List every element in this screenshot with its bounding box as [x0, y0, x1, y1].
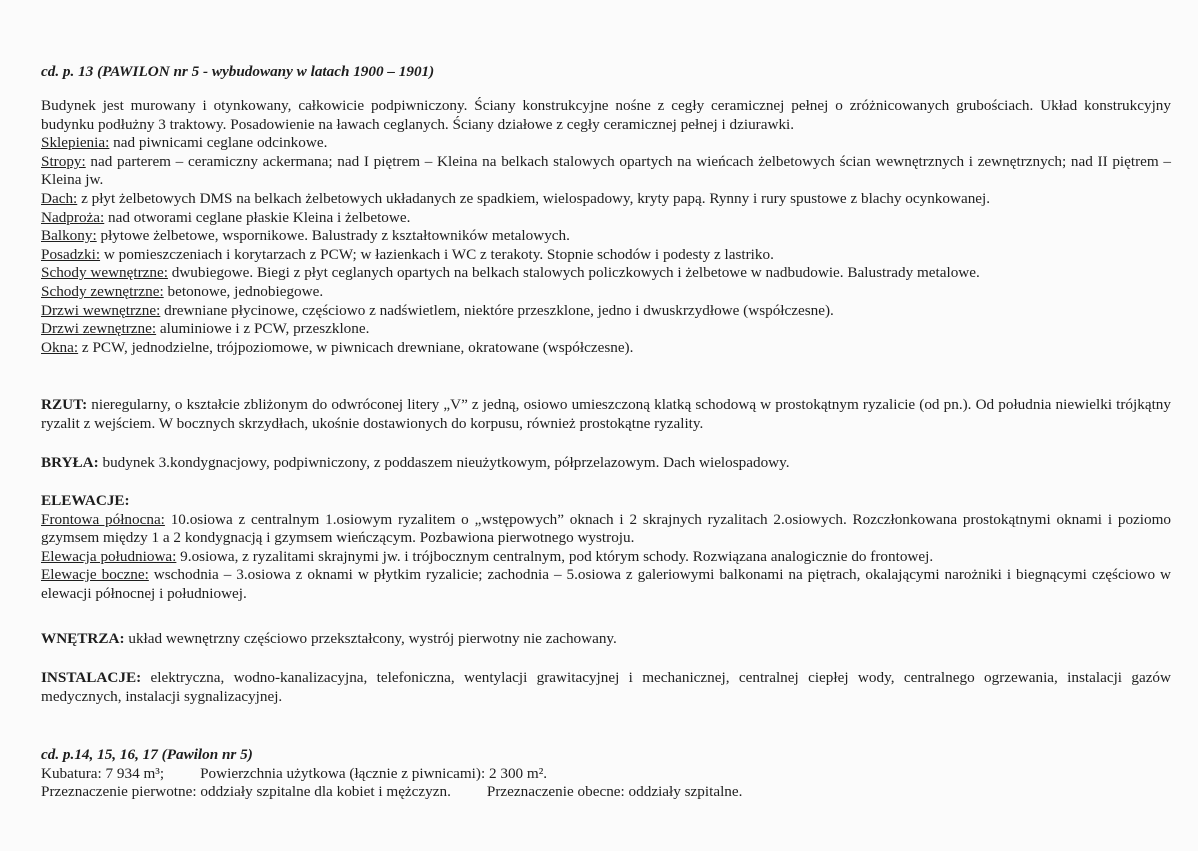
intro-paragraph: Budynek jest murowany i otynkowany, całkowicie podpiwniczony. Ściany konstrukcyjne nośne z cegły ceramicznej pełnej o zróżnicowanych grubościach. Układ konstrukcyjny budynku podłużny 3 traktowy. Posadowienie na ławach ceglanych. Ściany działowe z cegły ceramicznej pełnej i dziurawki. — [41, 97, 1171, 133]
construction-item — [41, 302, 1171, 321]
construction-item-label: Sklepienia: — [41, 134, 110, 152]
construction-item-text: nad otworami ceglane płaskie Kleina i żelbetowe. — [104, 208, 411, 226]
elewacja-item-label: Frontowa północna: — [41, 510, 165, 528]
section2-heading: cd. p.14, 15, 16, 17 (Pawilon nr 5) — [41, 746, 253, 763]
construction-item — [41, 190, 1171, 209]
construction-item — [41, 283, 1171, 302]
rzut-text: nieregularny, o kształcie zbliżonym do odwróconej litery „V” z jedną, osiowo umieszczoną klatką schodową w prostokątnym ryzalicie (od pn.). Od południa niewielki trójkątny ryzalit z wejściem. W bocznych skrzydłach, ukośnie dostawionych do korpusu, również prostokątne ryzality. — [41, 396, 1171, 432]
elewacja-item-text: 10.osiowa z centralnym 1.osiowym ryzalitem o „wstępowych” oknach i 2 skrajnych ryzalitach 2.osiowych. Rozczłonkowana prostokątnymi oknami i poziomo gzymsem między 1 a 2 kondygnacją i gzymsem wieńczącym. Pozbawiona pierwotnego wystroju. — [41, 510, 1171, 547]
elewacja-item-label: Elewacja południowa: — [41, 547, 177, 565]
instalacje-paragraph — [41, 669, 1171, 706]
elewacje-block — [41, 492, 1171, 604]
construction-item-label: Schody zewnętrzne: — [41, 282, 164, 300]
construction-item-text: z płyt żelbetowych DMS na belkach żelbetowych układanych ze spadkiem, wielospadowy, kryty papą. Rynny i rury spustowe z blachy ocynkowanej. — [77, 189, 991, 207]
construction-item — [41, 227, 1171, 246]
bryla-paragraph — [41, 454, 1171, 473]
construction-item-label: Okna: — [41, 338, 79, 356]
rzut-label: RZUT: — [41, 396, 88, 413]
instalacje-label: INSTALACJE: — [41, 669, 142, 686]
instalacje-text: elektryczna, wodno-kanalizacyjna, telefoniczna, wentylacji grawitacyjnej i mechanicznej, centralnej ciepłej wody, centralnego ogrzewania, instalacji gazów medycznych, instalacji sygnalizacyjnej. — [41, 669, 1171, 705]
wnetrza-label: WNĘTRZA: — [41, 630, 125, 647]
summary-block — [41, 746, 1171, 802]
construction-item-text: drewniane płycinowe, częściowo z nadświetlem, niektóre przeszklone, jedno i dwuskrzydłowe (współczesne). — [160, 301, 834, 319]
wnetrza-text: układ wewnętrzny częściowo przekształcony, wystrój pierwotny nie zachowany. — [124, 630, 617, 647]
construction-block — [41, 97, 1171, 357]
construction-item-label: Stropy: — [41, 152, 86, 170]
construction-items — [41, 134, 1171, 357]
kubatura-line — [41, 765, 1171, 784]
elewacja-item — [41, 511, 1171, 548]
kubatura: Kubatura: 7 934 m³; — [41, 764, 165, 782]
section-heading: cd. p. 13 (PAWILON nr 5 - wybudowany w latach 1900 – 1901) — [41, 63, 435, 80]
construction-item-label: Balkony: — [41, 227, 97, 245]
construction-item-text: nad piwnicami ceglane odcinkowe. — [109, 134, 328, 152]
construction-item-text: płytowe żelbetowe, wspornikowe. Balustrady z kształtowników metalowych. — [96, 227, 570, 245]
construction-item — [41, 339, 1171, 358]
construction-item — [41, 264, 1171, 283]
bryla-label: BRYŁA: — [41, 454, 99, 471]
construction-item — [41, 209, 1171, 228]
elewacja-item-text: 9.osiowa, z ryzalitami skrajnymi jw. i trójbocznym centralnym, pod którym schody. Rozwiązana analogicznie do frontowej. — [176, 547, 934, 565]
construction-item — [41, 246, 1171, 265]
construction-item-text: aluminiowe i z PCW, przeszklone. — [156, 320, 370, 338]
construction-item — [41, 134, 1171, 153]
elewacja-item — [41, 548, 1171, 567]
construction-item-label: Dach: — [41, 189, 78, 207]
powierzchnia: Powierzchnia użytkowa (łącznie z piwnicami): 2 300 m². — [200, 764, 548, 782]
construction-item-text: nad parterem – ceramiczny ackermana; nad I piętrem – Kleina na belkach stalowych opartych na wieńcach żelbetowych ścian wewnętrznych i zewnętrznych; nad II piętrem – Kleina jw. — [41, 152, 1171, 189]
elewacja-item-text: wschodnia – 3.osiowa z oknami w płytkim ryzalicie; zachodnia – 5.osiowa z galeriowymi balkonami na piętrach, okalającymi narożniki i biegnącymi częściowo w elewacji północnej i południowej. — [41, 566, 1171, 602]
elewacja-item — [41, 566, 1171, 603]
construction-item-text: dwubiegowe. Biegi z płyt ceglanych opartych na belkach stalowych policzkowych i żelbetowe w nadbudowie. Balustrady metalowe. — [167, 264, 980, 282]
elewacja-item-label: Elewacje boczne: — [41, 566, 149, 584]
przeznaczenie-pierwotne: Przeznaczenie pierwotne: oddziały szpitalne dla kobiet i mężczyzn. — [41, 783, 451, 801]
bryla-text: budynek 3.kondygnacjowy, podpiwniczony, z poddaszem nieużytkowym, półprzelazowym. Dach wielospadowy. — [98, 454, 790, 471]
construction-item-text: z PCW, jednodzielne, trójpoziomowe, w piwnicach drewniane, okratowane (współczesne). — [78, 338, 634, 356]
construction-item — [41, 153, 1171, 190]
elewacje-heading: ELEWACJE: — [41, 492, 130, 509]
wnetrza-paragraph — [41, 630, 1171, 649]
construction-item-text: betonowe, jednobiegowe. — [163, 282, 324, 300]
construction-item-label: Posadzki: — [41, 245, 101, 263]
construction-item-label: Drzwi zewnętrzne: — [41, 320, 157, 338]
construction-item-label: Schody wewnętrzne: — [41, 264, 168, 282]
elewacje-items — [41, 511, 1171, 604]
construction-item-label: Nadproża: — [41, 208, 105, 226]
construction-item-text: w pomieszczeniach i korytarzach z PCW; w łazienkach i WC z terakoty. Stopnie schodów i podesty z lastriko. — [100, 245, 774, 263]
przeznaczenie-obecne: Przeznaczenie obecne: oddziały szpitalne. — [486, 783, 743, 801]
construction-item-label: Drzwi wewnętrzne: — [41, 301, 161, 319]
przeznaczenie-line — [41, 783, 1171, 802]
construction-item — [41, 320, 1171, 339]
rzut-paragraph — [41, 396, 1171, 433]
